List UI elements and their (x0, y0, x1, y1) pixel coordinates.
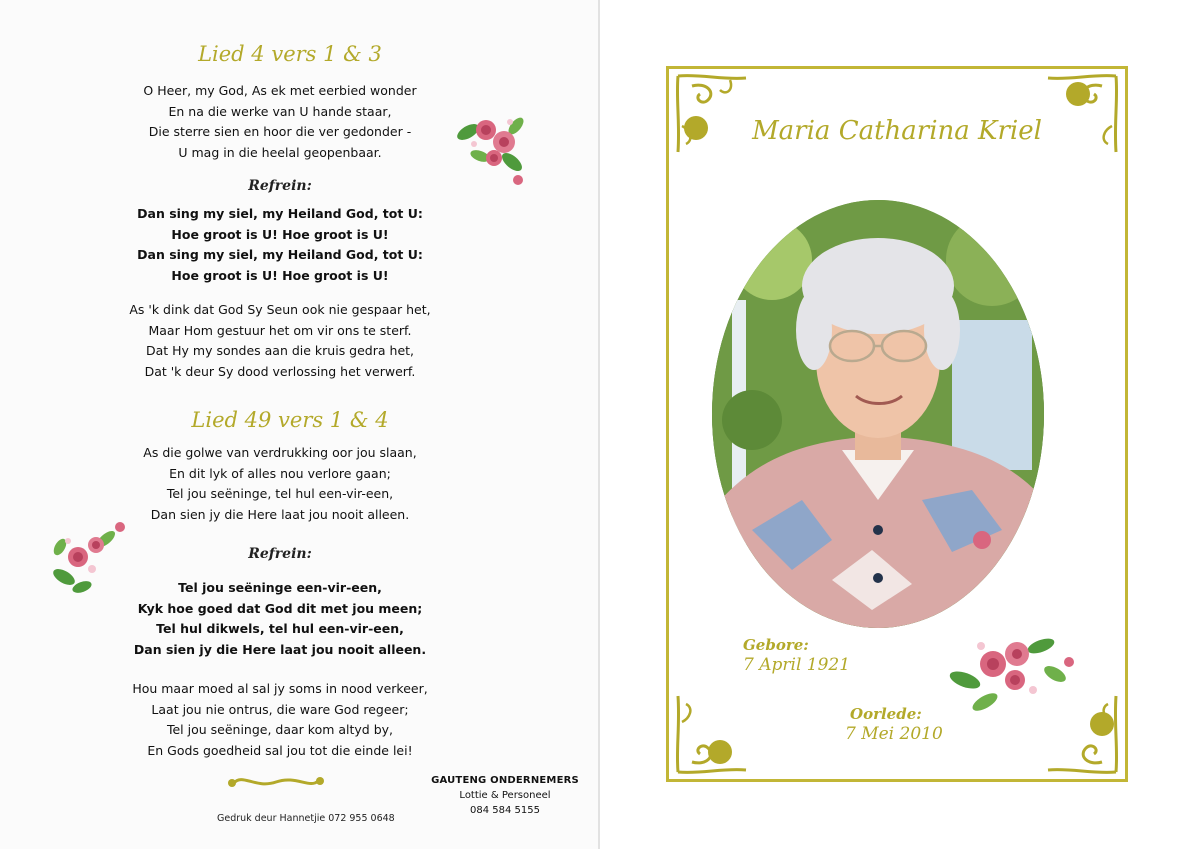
refrain-line: Hoe groot is U! Hoe groot is U! (171, 267, 389, 283)
born-date: 7 April 1921 (743, 655, 851, 675)
hymn1-title: Lied 4 vers 1 & 3 (198, 42, 382, 66)
hymn1-verse3 (0, 300, 560, 382)
swirl-divider-icon (222, 771, 330, 793)
hymn2-verse1 (0, 443, 560, 525)
refrain-line: Dan sing my siel, my Heiland God, tot U: (137, 206, 423, 221)
verse-line: U mag in die heelal geopenbaar. (178, 144, 382, 160)
undertaker-name: GAUTENG ONDERNEMERS (431, 775, 579, 786)
corner-ornament-icon (672, 690, 754, 776)
verse-line: As die golwe van verdrukking oor jou slaan, (143, 445, 417, 460)
verse-line: Laat jou nie ontrus, die ware God regeer; (151, 701, 409, 717)
deceased-name: Maria Catharina Kriel (752, 116, 1042, 146)
rose-bouquet-icon (450, 104, 536, 190)
hymn1-refrain (0, 204, 560, 286)
hymn1-refrain-title: Refrein: (248, 178, 312, 194)
refrain-line: Tel jou seëninge een-vir-een, (178, 580, 382, 595)
verse-line: En Gods goedheid sal jou tot die einde lei! (147, 742, 413, 758)
refrain-line: Tel hul dikwels, tel hul een-vir-een, (156, 621, 404, 636)
hymn2-refrain-title: Refrein: (248, 546, 312, 562)
verse-line: Tel jou seëninge, daar kom altyd by, (166, 722, 394, 737)
born-label: Gebore: (743, 636, 809, 654)
verse-line: Tel jou seëninge, tel hul een-vir-een, (166, 486, 394, 501)
hymn2-verse4 (0, 679, 560, 761)
verse-line: Maar Hom gestuur het om vir ons te sterf. (148, 322, 412, 338)
hymn2-title: Lied 49 vers 1 & 4 (191, 408, 389, 432)
undertaker-block (430, 773, 580, 818)
printer-credit: Gedruk deur Hannetjie 072 955 0648 (217, 813, 395, 824)
verse-line: O Heer, my God, As ek met eerbied wonder (143, 83, 417, 98)
undertaker-people: Lottie & Personeel (459, 790, 551, 801)
portrait-photo (712, 200, 1044, 628)
verse-line: As 'k dink dat God Sy Seun ook nie gespaar het, (129, 302, 431, 317)
verse-line: En dit lyk of alles nou verlore gaan; (169, 465, 391, 481)
rose-bouquet-icon (945, 624, 1077, 716)
died-date: 7 Mei 2010 (845, 724, 943, 744)
undertaker-phone: 084 584 5155 (470, 805, 540, 816)
died-label: Oorlede: (850, 705, 922, 723)
verse-line: Dat 'k deur Sy dood verlossing het verwerf. (144, 363, 416, 379)
verse-line: En na die werke van U hande staar, (168, 103, 392, 119)
verse-line: Hou maar moed al sal jy soms in nood verkeer, (132, 681, 428, 696)
verse-line: Dat Hy my sondes aan die kruis gedra het, (145, 343, 415, 358)
refrain-line: Dan sing my siel, my Heiland God, tot U: (137, 247, 423, 262)
verse-line: Die sterre sien en hoor die ver gedonder - (148, 124, 412, 139)
portrait-illustration (712, 200, 1044, 628)
refrain-line: Hoe groot is U! Hoe groot is U! (171, 226, 389, 242)
refrain-line: Kyk hoe goed dat God dit met jou meen; (137, 600, 423, 616)
verse-line: Dan sien jy die Here laat jou nooit alleen. (150, 506, 410, 522)
refrain-line: Dan sien jy die Here laat jou nooit alleen. (133, 641, 427, 657)
rose-bouquet-icon (48, 517, 132, 601)
left-page (0, 0, 598, 849)
